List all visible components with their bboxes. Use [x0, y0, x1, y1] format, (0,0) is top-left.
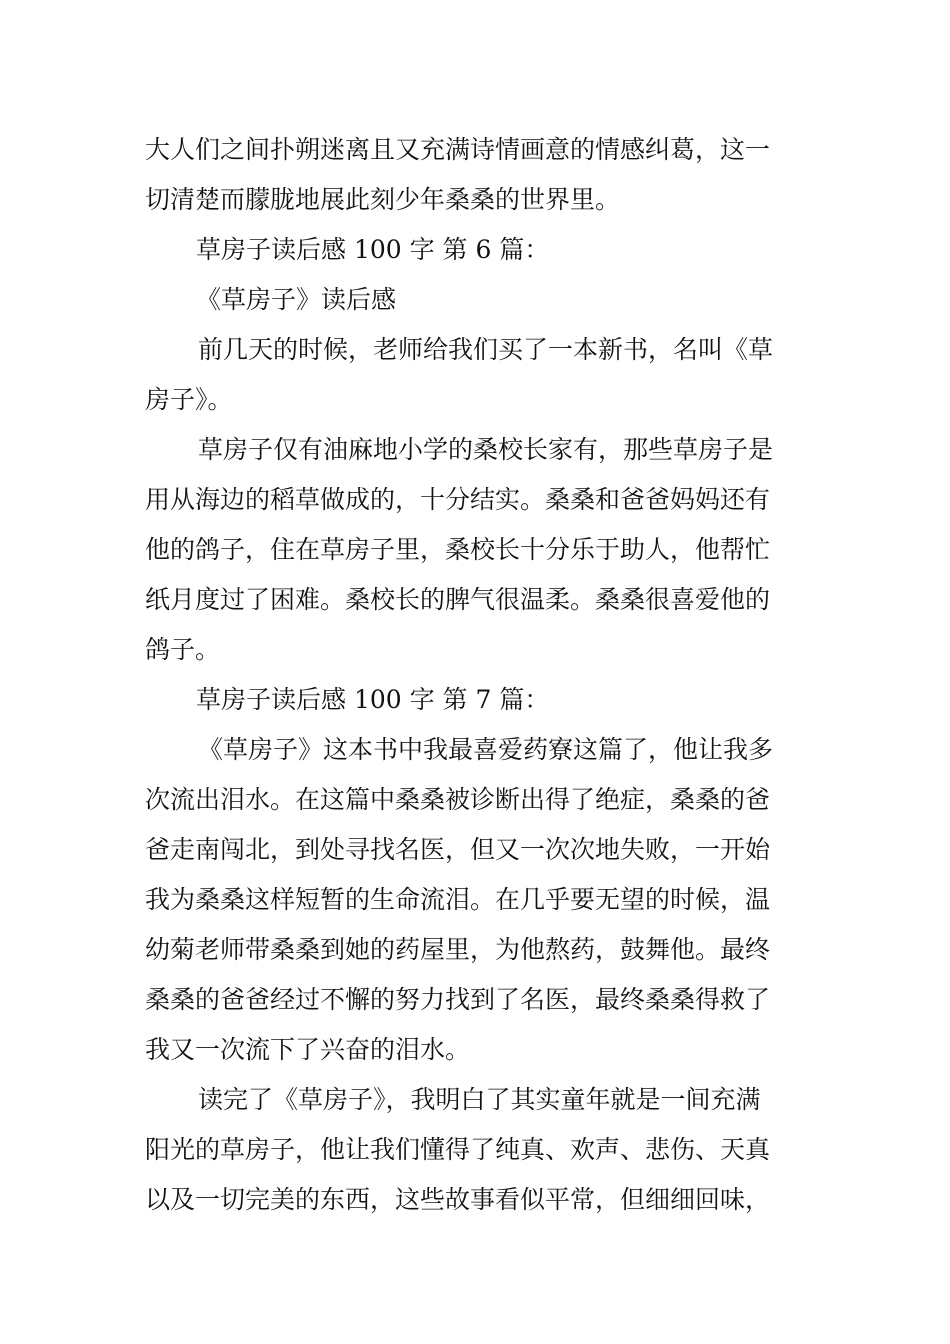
text-line: 次流出泪水。在这篇中桑桑被诊断出得了绝症，桑桑的爸	[145, 785, 771, 814]
text-line: 大人们之间扑朔迷离且又充满诗情画意的情感纠葛，这一	[145, 135, 771, 164]
text-line: 读完了《草房子》，我明白了其实童年就是一间充满	[198, 1085, 761, 1114]
text-line: 爸走南闯北，到处寻找名医，但又一次次地失败，一开始	[145, 835, 771, 864]
text-line: 桑桑的爸爸经过不懈的努力找到了名医，最终桑桑得救了	[145, 985, 771, 1014]
text-line: 幼菊老师带桑桑到她的药屋里，为他熬药，鼓舞他。最终	[145, 935, 771, 964]
text-line: 房子》。	[145, 385, 233, 414]
text-line: 《草房子》这本书中我最喜爱药寮这篇了，他让我多	[198, 735, 774, 764]
article-title: 《草房子》读后感	[196, 285, 397, 314]
text-line: 鸽子。	[145, 635, 221, 664]
text-line: 他的鸽子，住在草房子里，桑校长十分乐于助人，他帮忙	[145, 535, 771, 564]
text-line: 切清楚而朦胧地展此刻少年桑桑的世界里。	[145, 185, 621, 214]
text-line: 阳光的草房子，他让我们懂得了纯真、欢声、悲伤、天真	[145, 1135, 771, 1164]
text-line: 我为桑桑这样短暂的生命流泪。在几乎要无望的时候，温	[145, 885, 771, 914]
text-line: 前几天的时候，老师给我们买了一本新书，名叫《草	[198, 335, 774, 364]
text-line: 草房子仅有油麻地小学的桑校长家有，那些草房子是	[198, 435, 774, 464]
text-line: 用从海边的稻草做成的，十分结实。桑桑和爸爸妈妈还有	[145, 485, 771, 514]
text-line: 以及一切完美的东西，这些故事看似平常，但细细回味，	[145, 1185, 771, 1214]
section-heading: 草房子读后感 100 字 第 6 篇：	[196, 235, 550, 264]
section-heading: 草房子读后感 100 字 第 7 篇：	[196, 685, 550, 714]
text-line: 纸月度过了困难。桑校长的脾气很温柔。桑桑很喜爱他的	[145, 585, 771, 614]
text-line: 我又一次流下了兴奋的泪水。	[145, 1035, 471, 1064]
